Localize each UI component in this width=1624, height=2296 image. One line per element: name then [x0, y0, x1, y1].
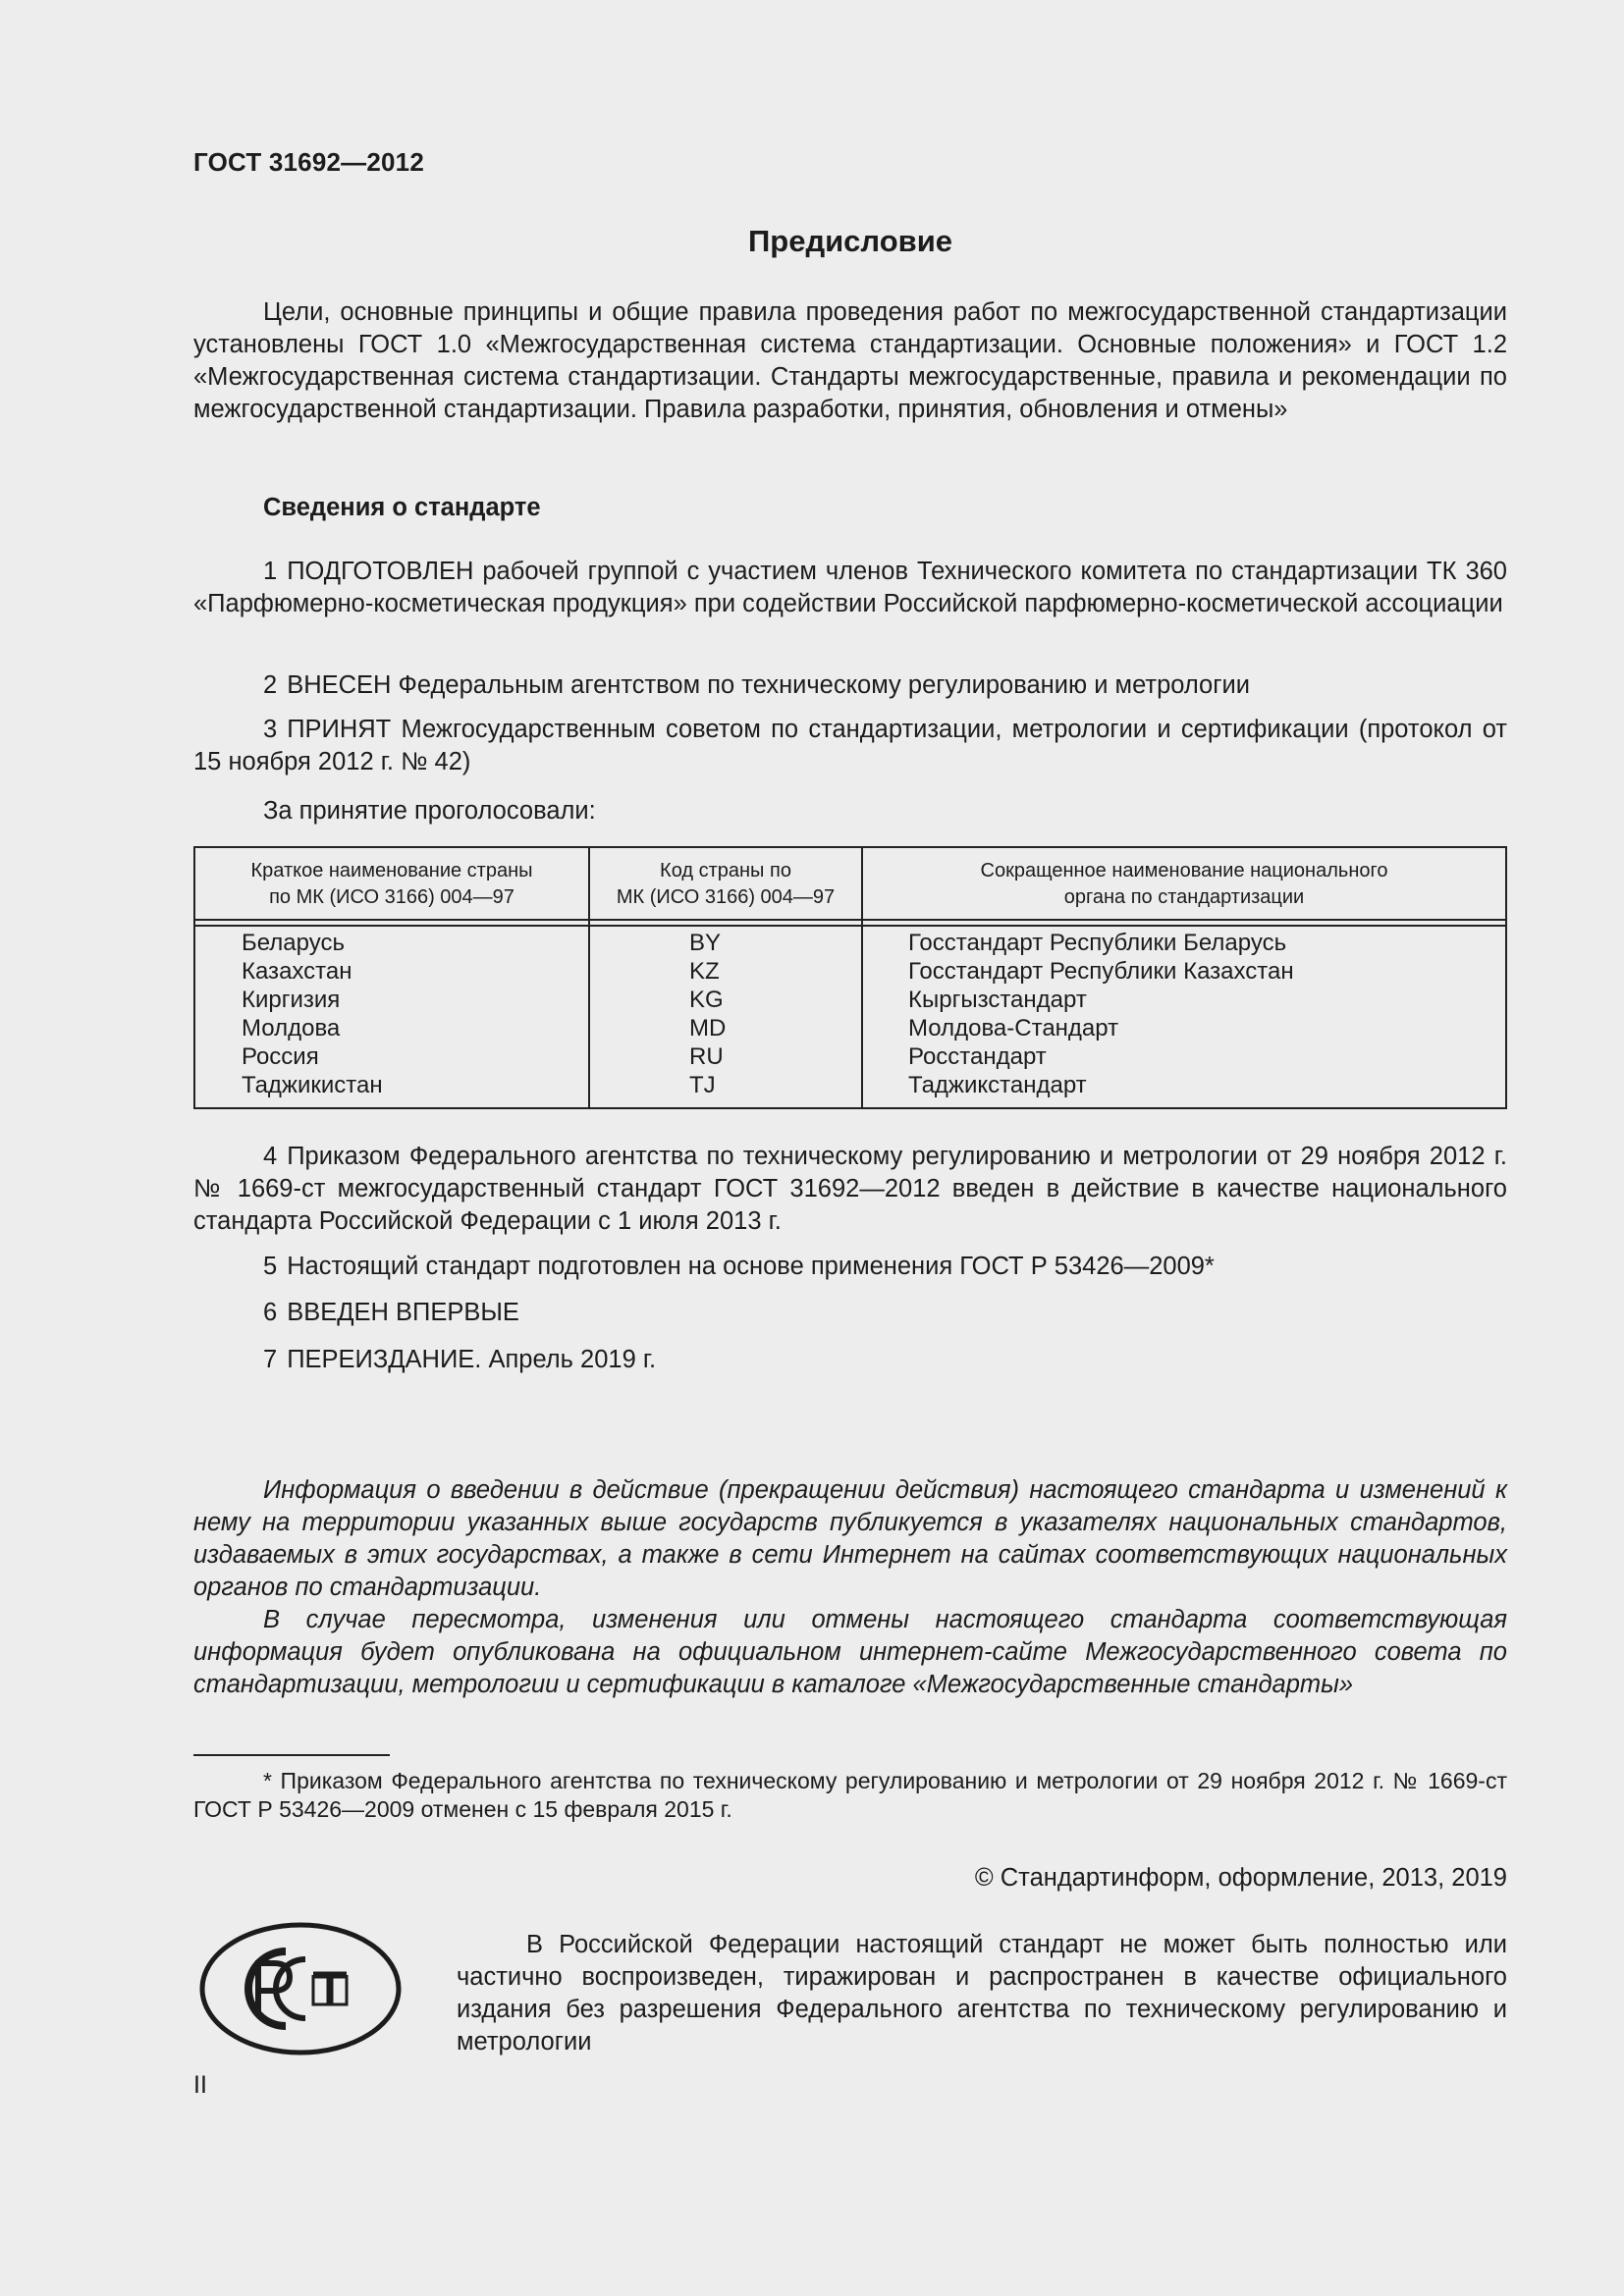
table-cell: Киргизия	[242, 987, 341, 1013]
intro-paragraph: Цели, основные принципы и общие правила проведения работ по межгосударственной стандартизации установлены ГОСТ 1.0 «Межгосударственная система стандартизации. Основные положения» и ГОСТ 1.2 «Межгосударственная система стандартизации. Стандарты межгосударственные, правила и рекомендации по межгосударственной стандартизации. Правила разработки, принятия, обновления и отмены»	[193, 298, 1507, 423]
item-text: Настоящий стандарт подготовлен на основе применения ГОСТ Р 53426—2009*	[287, 1253, 1215, 1280]
table-cell: Кыргызстандарт	[908, 987, 1087, 1013]
voting-table	[193, 846, 1507, 1109]
item-text: ВВЕДЕН ВПЕРВЫЕ	[287, 1299, 519, 1326]
document-page	[193, 0, 1507, 2296]
table-cell: Росстандарт	[908, 1043, 1047, 1070]
table-cell: Госстандарт Республики Беларусь	[908, 930, 1287, 956]
item-text: ВНЕСЕН Федеральным агентством по техническому регулированию и метрологии	[287, 671, 1251, 699]
table-divider	[195, 919, 1505, 921]
legal-notice: В Российской Федерации настоящий стандарт не может быть полностью или частично воспроизведен, тиражирован и распространен в качестве официального издания без разрешения Федерального агентства по техническому регулированию и метрологии	[457, 1931, 1507, 2056]
document-code: ГОСТ 31692—2012	[193, 147, 424, 177]
table-divider	[195, 925, 1505, 927]
info-item-5	[193, 1251, 1507, 1283]
table-column-country	[242, 929, 383, 1099]
table-cell: KZ	[689, 958, 720, 985]
item-number: 7	[263, 1346, 278, 1373]
item-text: ПОДГОТОВЛЕН рабочей группой с участием членов Технического комитета по стандартизации ТК 360 «Парфюмерно-косметическая продукция» при содействии Российской парфюмерно-косметической ассоциации	[193, 558, 1507, 617]
table-column-body	[908, 929, 1294, 1099]
table-header-code: Код страны по МК (ИСО 3166) 004—97	[616, 860, 836, 908]
table-cell: Госстандарт Республики Казахстан	[908, 958, 1294, 985]
table-cell: RU	[689, 1043, 724, 1070]
table-cell: Таджикистан	[242, 1072, 383, 1098]
table-cell: Беларусь	[242, 930, 345, 956]
item-number: 4	[263, 1143, 278, 1170]
notice-paragraph-1: Информация о введении в действие (прекращении действия) настоящего стандарта и изменений к нему на территории указанных выше государств публикуется в указателях национальных стандартов, издаваемых в этих государствах, а также в сети Интернет на сайтах соответствующих национальных органов по стандартизации.	[193, 1476, 1507, 1601]
page-title: Предисловие	[747, 224, 952, 258]
table-cell: MD	[689, 1015, 727, 1041]
rst-certification-mark-icon	[199, 1922, 402, 2056]
copyright-line: © Стандартинформ, оформление, 2013, 2019	[974, 1864, 1507, 1892]
item-number: 6	[263, 1299, 278, 1326]
table-cell: TJ	[689, 1072, 716, 1098]
info-item-4	[193, 1141, 1507, 1238]
table-header-country: Краткое наименование страны по МК (ИСО 3166) 004—97	[250, 860, 533, 908]
item-number: 2	[263, 671, 278, 699]
table-column-code	[689, 929, 726, 1099]
footnote-divider	[193, 1754, 390, 1756]
table-header-body: Сокращенное наименование национального органа по стандартизации	[980, 860, 1388, 908]
page-number: II	[193, 2071, 207, 2099]
item-number: 5	[263, 1253, 278, 1280]
table-cell: Молдова-Стандарт	[908, 1015, 1119, 1041]
notice-paragraph-2: В случае пересмотра, изменения или отмены настоящего стандарта соответствующая информация будет опубликована на официальном интернет-сайте Межгосударственного совета по стандартизации, метрологии и сертификации в каталоге «Межгосударственные стандарты»	[193, 1606, 1507, 1698]
item-text: Приказом Федерального агентства по техническому регулированию и метрологии от 29 ноября 2012 г. № 1669-ст межгосударственный стандарт ГОСТ 31692—2012 введен в действие в качестве национального стандарта Российской Федерации с 1 июля 2013 г.	[193, 1143, 1507, 1235]
table-cell: Молдова	[242, 1015, 341, 1041]
table-cell: Казахстан	[242, 958, 352, 985]
item-number: 3	[263, 716, 278, 743]
voted-label: За принятие проголосовали:	[263, 797, 596, 825]
table-cell: Таджикстандарт	[908, 1072, 1087, 1098]
item-text: ПЕРЕИЗДАНИЕ. Апрель 2019 г.	[287, 1346, 657, 1373]
info-item-6	[193, 1297, 1507, 1329]
item-text: ПРИНЯТ Межгосударственным советом по стандартизации, метрологии и сертификации (протокол от 15 ноября 2012 г. № 42)	[193, 716, 1507, 775]
info-item-7	[193, 1344, 1507, 1376]
info-heading: Сведения о стандарте	[263, 494, 541, 521]
item-number: 1	[263, 558, 278, 585]
table-cell: BY	[689, 930, 722, 956]
info-item-1	[193, 556, 1507, 620]
footnote: * Приказом Федерального агентства по техническому регулированию и метрологии от 29 ноября 2012 г. № 1669-ст ГОСТ Р 53426—2009 отменен с 15 февраля 2015 г.	[193, 1768, 1507, 1822]
table-cell: Россия	[242, 1043, 319, 1070]
info-item-2	[193, 669, 1507, 702]
info-item-3	[193, 714, 1507, 778]
table-cell: KG	[689, 987, 724, 1013]
